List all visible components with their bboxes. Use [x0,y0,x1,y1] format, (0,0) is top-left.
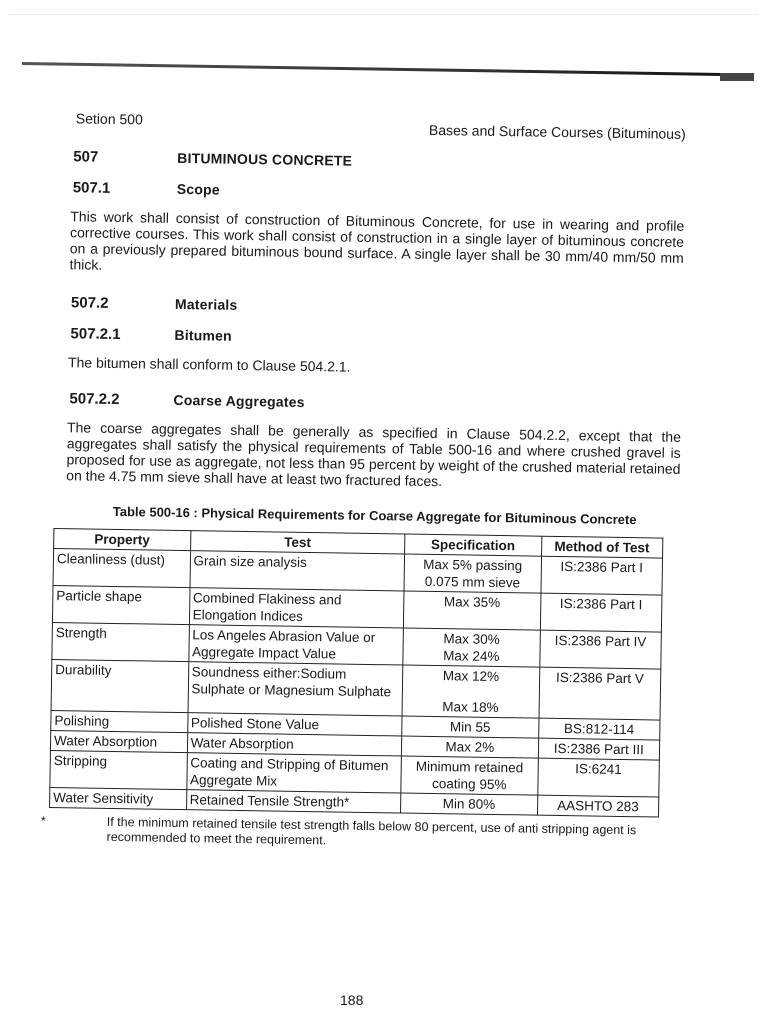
heading-number: 507.2.1 [70,325,121,344]
cell-specification: Min 80% [401,793,538,815]
table-footnote [40,813,674,854]
cell-specification: Max 2% [401,736,538,758]
column-header: Specification [405,534,542,556]
cell-method: IS:2386 Part I [541,556,663,595]
heading-title: BITUMINOUS CONCRETE [177,149,353,169]
footnote-marker: * [40,813,46,828]
cell-method: IS:2386 Part IV [539,630,661,669]
cell-test: Grain size analysis [190,551,405,591]
heading-number: 507 [73,148,99,166]
cell-property: Cleanliness (dust) [53,549,190,588]
heading-title: Materials [174,295,238,313]
column-header: Method of Test [541,536,663,558]
spec-line: Max 30% [443,631,500,648]
cell-property: Durability [51,660,188,713]
heading-number: 507.2 [70,294,109,312]
cell-specification: Max 5% passing 0.075 mm sieve [404,554,541,593]
cell-test: Coating and Stripping of Bitumen Aggregate Mix [186,753,401,793]
cell-method: IS:2386 Part I [540,593,662,632]
cell-test: Water Absorption [187,733,402,756]
cell-specification: Minimum retained coating 95% [401,756,538,795]
heading-number: 507.2.2 [69,390,120,409]
spec-line: Max 18% [442,699,499,716]
running-header-section: Setion 500 [75,110,143,128]
bitumen-paragraph: The bitumen shall conform to Clause 504.2.1. [67,354,351,375]
cell-test: Retained Tensile Strength* [186,790,401,813]
cell-property: Water Sensitivity [50,787,187,809]
coarse-aggregates-paragraph: The coarse aggregates shall be generally as specified in Clause 504.2.2, except that the aggregates shall satisfy the physical requirements of Table 500-16 and where crushed gravel is proposed for use as aggregate, not less than 95 percent by weight of the crushed material retained on the 4.75 mm sieve shall have at least two fractured faces. [66,419,682,490]
scope-paragraph: This work shall consist of construction of Bituminous Concrete, for use in wearing and profile corrective courses. This work shall consist of construction in a single layer of bituminous concrete on a previously prepared bituminous bound surface. A single layer shall be 30 mm/40 mm/50 mm thick. [69,208,685,273]
table-caption: Table 500-16 : Physical Requirements for Coarse Aggregate for Bituminous Concrete [112,503,637,528]
cell-method: BS:812-114 [538,718,660,740]
heading-507-2-2 [51,390,681,417]
heading-title: Bitumen [174,326,233,344]
cell-property: Water Absorption [50,730,187,752]
header-rule [22,62,754,76]
heading-507 [55,148,685,175]
scan-edge-line [10,14,758,16]
running-header [56,110,686,144]
spec-line: Max 24% [443,648,500,665]
cell-test: Los Angeles Abrasion Value or Aggregate Impact Value [188,625,403,665]
cell-method: IS:2386 Part III [538,738,660,760]
cell-specification [402,665,539,718]
heading-number: 507.1 [72,179,111,197]
cell-property: Strength [52,623,189,662]
heading-507-1 [55,179,685,206]
cell-test: Soundness either:Sodium Sulphate or Magnesium Sulphate [188,662,403,716]
physical-requirements-table [49,528,663,818]
cell-property: Stripping [50,750,187,789]
cell-test: Polished Stone Value [187,713,402,736]
spec-line: Max 12% [442,668,500,685]
cell-specification [403,628,540,667]
header-rule-end [720,73,754,81]
column-header: Test [190,531,405,554]
cell-property: Particle shape [52,586,189,625]
cell-method: IS:6241 [537,758,659,797]
cell-property: Polishing [51,710,188,732]
heading-507-2-1 [52,325,682,352]
column-header: Property [54,529,191,551]
cell-test: Combined Flakiness and Elongation Indices [189,588,404,628]
running-header-title: Bases and Surface Courses (Bituminous) [428,121,686,142]
cell-method: IS:2386 Part V [539,667,661,720]
heading-title: Scope [176,180,220,198]
cell-specification: Max 35% [403,591,540,630]
cell-specification: Min 55 [402,716,539,738]
page-content [40,110,686,854]
heading-title: Coarse Aggregates [173,391,305,410]
footnote-text: If the minimum retained tensile test strength falls below 80 percent, use of anti stripping agent is recommended to meet the requirement. [106,814,637,848]
heading-507-2 [53,294,683,321]
page-number: 188 [340,992,364,1008]
cell-method: AASHTO 283 [537,795,659,817]
